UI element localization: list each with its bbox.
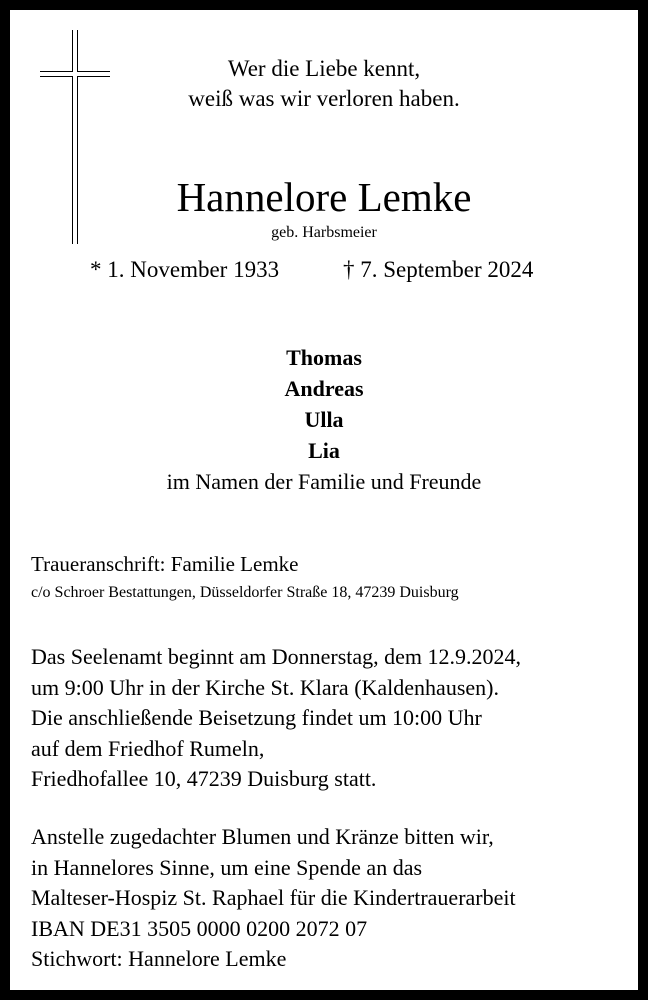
donation-line: Malteser-Hospiz St. Raphael für die Kindertrauerarbeit: [31, 885, 516, 910]
mourners: [10, 342, 638, 497]
motto-line: Wer die Liebe kennt,: [227, 56, 421, 81]
mourners-note: im Namen der Familie und Freunde: [166, 469, 482, 494]
service-line: Das Seelenamt beginnt am Donnerstag, dem 12.9.2024,: [31, 644, 522, 669]
motto: [10, 54, 638, 114]
donation-line: in Hannelores Sinne, um eine Spende an das: [31, 854, 423, 880]
motto-line: weiß was wir verloren haben.: [188, 86, 460, 111]
donation-line: Stichwort: Hannelore Lemke: [31, 946, 287, 971]
service-line: auf dem Friedhof Rumeln,: [31, 735, 265, 761]
mourner-name: Ulla: [304, 407, 344, 432]
address-line: c/o Schroer Bestattungen, Düsseldorfer Straße 18, 47239 Duisburg: [31, 584, 459, 601]
donation-line: Anstelle zugedachter Blumen und Kränze bitten wir,: [31, 824, 494, 849]
mourner-name: Lia: [308, 438, 340, 463]
obituary-notice: [10, 10, 638, 990]
service-line: Friedhofallee 10, 47239 Duisburg statt.: [31, 766, 377, 791]
service-line: um 9:00 Uhr in der Kirche St. Klara (Kaldenhausen).: [31, 674, 499, 700]
service-line: Die anschließende Beisetzung findet um 10:00 Uhr: [31, 705, 482, 730]
maiden-name: geb. Harbsmeier: [271, 224, 377, 241]
service-info: [31, 642, 521, 795]
death-date: † 7. September 2024: [343, 257, 534, 282]
donation-line: IBAN DE31 3505 0000 0200 2072 07: [31, 915, 368, 941]
deceased-name: Hannelore Lemke: [176, 174, 472, 220]
donation-info: [31, 822, 516, 975]
mourner-name: Thomas: [286, 345, 362, 370]
address-label: Traueranschrift: Familie Lemke: [31, 552, 299, 576]
mourner-name: Andreas: [284, 376, 364, 401]
birth-date: * 1. November 1933: [90, 257, 280, 282]
